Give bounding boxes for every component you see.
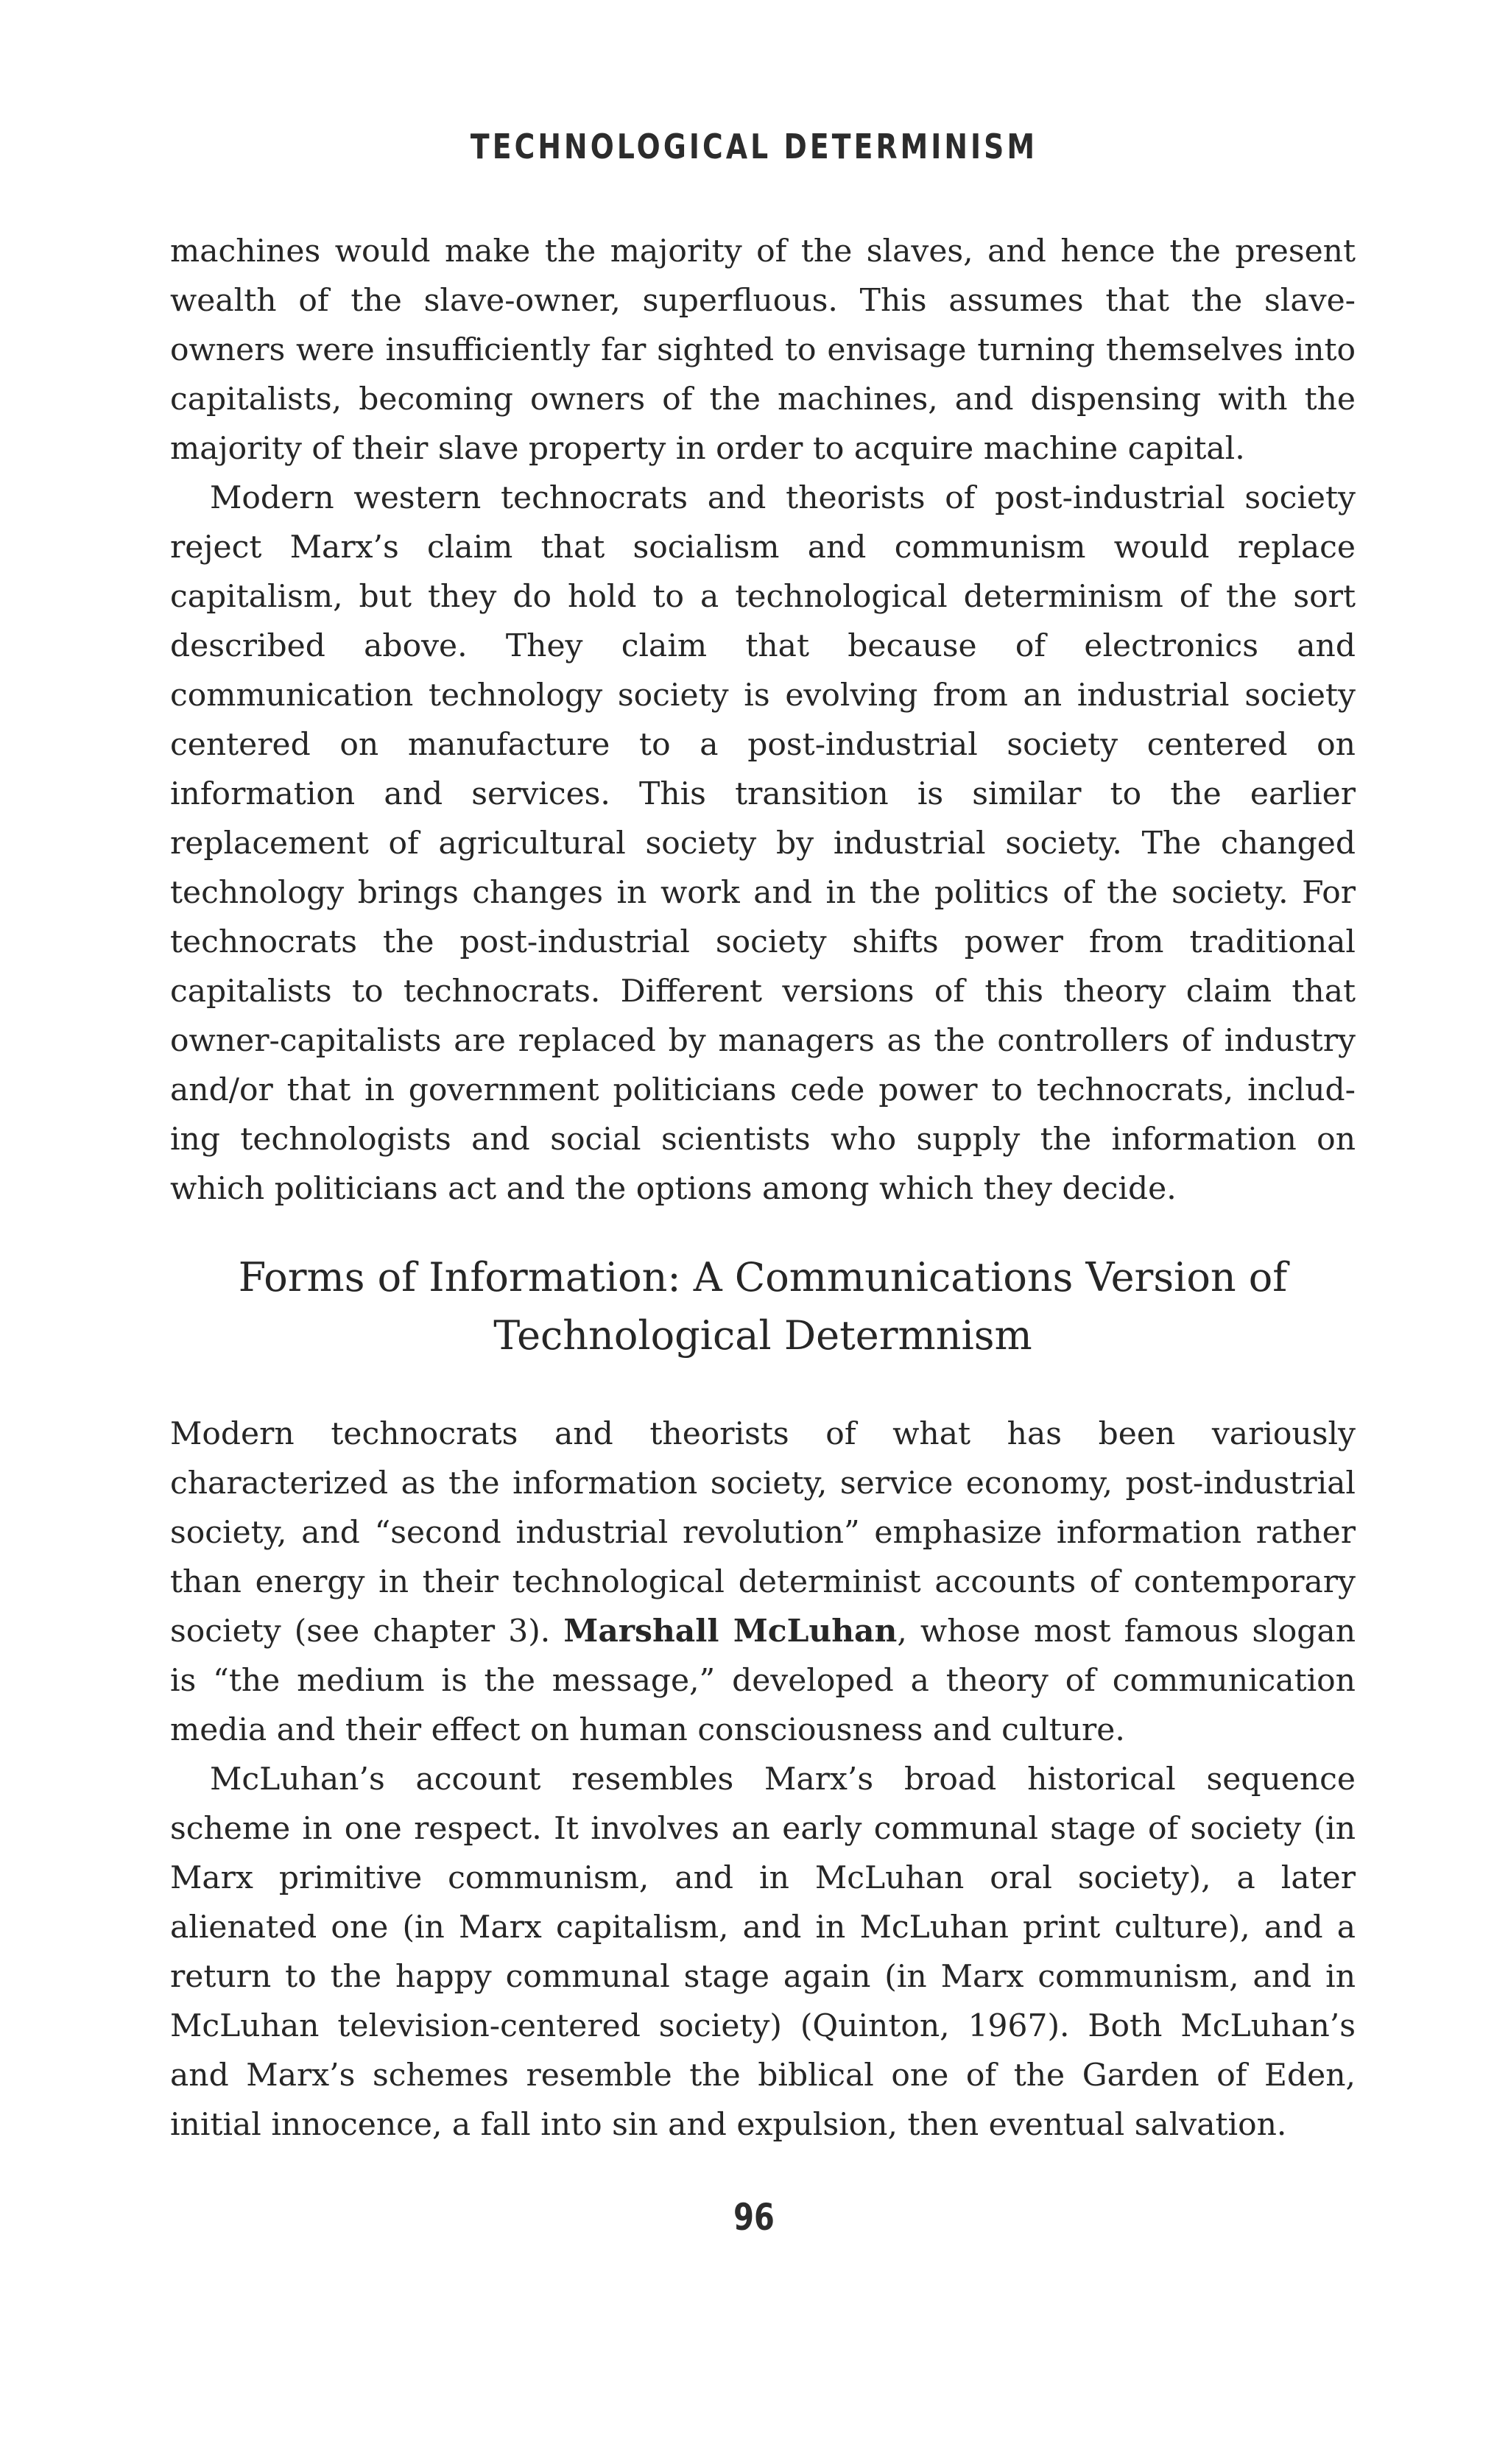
section-heading-line-2: Technological Determnism [493,1312,1032,1359]
body-text-section [170,1409,1356,2149]
running-head: TECHNOLOGICAL DETERMINISM [470,127,1038,166]
paragraph-information-society [170,1409,1356,1754]
key-term-marshall-mcluhan: Marshall McLuhan [563,1612,898,1649]
paragraph-continued: machines would make the majority of the slaves, and hence the present wealth of the slave-owner, superfluous. This assumes that the slave-owners were insufficiently far sighted to envisage turning themselves into capitalists, becoming owners of the machines, and dispensing with the majority of their slave property in order to acquire machine capital. [170,233,1356,466]
body-text-top [170,226,1356,1213]
paragraph-mcluhan-account: McLuhan’s account resembles Marx’s broad historical sequence scheme in one respect. It involves an early communal stage of society (in Marx primitive communism, and in McLuhan oral society), a later alienated one (in Marx capitalism, and in McLuhan print culture), and a return to the happy communal stage again (in Marx communism, and in McLuhan television-centered society) (Quinton, 1967). Both McLuhan’s and Marx’s schemes resemble the biblical one of the Garden of Eden, initial innocence, a fall into sin and expulsion, then eventual salvation. [170,1761,1356,2142]
section-heading-line-1: Forms of Information: A Communications Version of [238,1254,1288,1300]
paragraph-text-before-name: Modern technocrats and theorists of what has been variously characterized as the information society, service economy, post-industrial society, and “second industrial revolution” emphasize information rather than energy in their technological determinist accounts of contemporary society (see chapter 3). [170,1415,1356,1649]
paragraph-technocrats: Modern western technocrats and theorists of post-industrial society reject Marx’s claim that socialism and communism would replace capitalism, but they do hold to a technological determinism of the sort described above. They claim that because of electronics and communication technology society is evolving from an industrial society centered on manufacture to a post-industrial society centered on information and services. This transition is similar to the earlier replacement of agricultural society by industrial society. The changed technology brings changes in work and in the politics of the society. For technocrats the post-industrial society shifts power from traditional capitalists to technocrats. Different versions of this theory claim that owner-capitalists are replaced by managers as the controllers of industry and/or that in government politicians cede power to technocrats, including technologists and social scientists who supply the information on which politicians act and the options among which they decide. [170,479,1356,1206]
section-heading [170,1248,1356,1365]
paragraph-text-after-name: , whose most famous slogan is “the medium is the message,” developed a theory of communication media and their effect on human consciousness and culture. [170,1613,1356,1747]
page-number: 96 [733,2196,775,2239]
